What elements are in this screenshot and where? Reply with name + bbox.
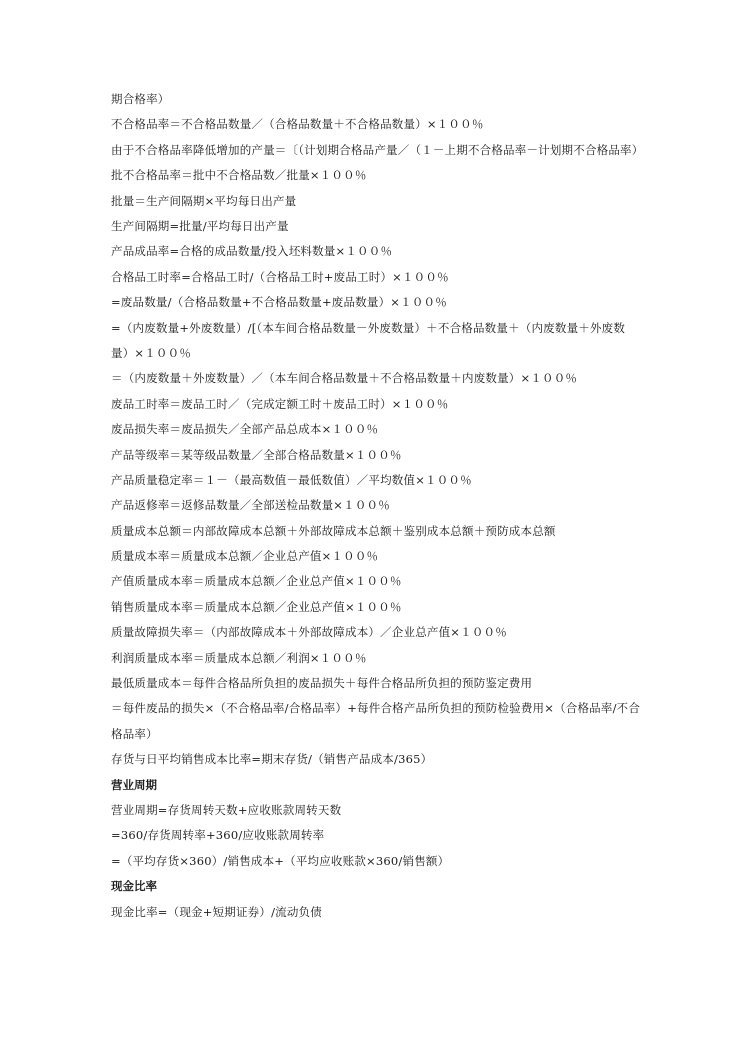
text-line: =360/存货周转率+360/应收账款周转率 xyxy=(111,828,325,843)
text-line: 期合格率） xyxy=(111,92,170,106)
text-line: 现金比率=（现金+短期证券）/流动负债 xyxy=(111,904,322,919)
text-line: =（平均存货×360）/销售成本+（平均应收账款×360/销售额） xyxy=(111,853,450,868)
text-line: 生产间隔期=批量/平均每日出产量 xyxy=(111,218,289,233)
text-line: 产品返修率＝返修品数量／全部送检品数量×１００％ xyxy=(111,498,390,513)
text-line: ＝（内废数量＋外废数量）／（本车间合格品数量＋不合格品数量＋内废数量）×１００％ xyxy=(111,371,578,386)
text-line: 合格品工时率=合格品工时/（合格品工时+废品工时）×１００％ xyxy=(111,269,449,284)
text-line: 批不合格品率＝批中不合格品数／批量×１００％ xyxy=(111,168,367,183)
text-line: 产品质量稳定率＝１－（最高数值－最低数值）／平均数值×１００％ xyxy=(111,472,472,487)
text-line: ＝每件废品的损失×（不合格品率/合格品率）+每件合格产品所负担的预防检验费用×（合格品率/不合格品率） xyxy=(111,701,641,741)
text-line: 产值质量成本率＝质量成本总额／企业总产值×１００％ xyxy=(111,574,402,589)
text-line: 利润质量成本率＝质量成本总额／利润×１００％ xyxy=(111,650,367,665)
text-line: 产品成品率=合格的成品数量/投入坯料数量×１００％ xyxy=(111,244,393,259)
text-line: 批量＝生产间隔期×平均每日出产量 xyxy=(111,193,297,208)
text-line: 产品等级率＝某等级品数量／全部合格品数量×１００％ xyxy=(111,447,402,462)
text-line: 质量故障损失率＝（内部故障成本＋外部故障成本）／企业总产值×１００％ xyxy=(111,625,507,640)
text-line: 废品损失率＝废品损失／全部产品总成本×１００％ xyxy=(111,422,379,437)
text-line: 销售质量成本率＝质量成本总额／企业总产值×１００％ xyxy=(111,599,402,614)
section-heading-operating-cycle: 营业周期 xyxy=(111,777,157,792)
text-line: 最低质量成本＝每件合格品所负担的废品损失＋每件合格品所负担的预防鉴定费用 xyxy=(111,676,533,691)
document-body xyxy=(111,87,644,925)
text-line: 质量成本率＝质量成本总额／企业总产值×１００％ xyxy=(111,549,379,564)
text-line: 营业周期=存货周转天数+应收账款周转天数 xyxy=(111,803,342,818)
section-heading-cash-ratio: 现金比率 xyxy=(111,879,157,894)
text-line: 存货与日平均销售成本比率=期末存货/（销售产品成本/365） xyxy=(111,752,433,767)
text-line: =废品数量/（合格品数量+不合格品数量+废品数量）×１００％ xyxy=(111,295,447,310)
text-line: 由于不合格品率降低增加的产量＝〔（计划期合格品产量／（１－上期不合格品率－计划期不合格品率） xyxy=(111,142,644,157)
text-line: 不合格品率＝不合格品数量／（合格品数量＋不合格品数量）×１００％ xyxy=(111,117,484,132)
text-line: 质量成本总额＝内部故障成本总额＋外部故障成本总额＋鉴别成本总额＋预防成本总额 xyxy=(111,523,556,538)
text-line: =（内废数量+外废数量）/[（本车间合格品数量－外废数量）＋不合格品数量＋（内废数量＋外废数量）×１００％ xyxy=(111,320,626,360)
text-line: 废品工时率＝废品工时／（完成定额工时＋废品工时）×１００％ xyxy=(111,396,449,411)
